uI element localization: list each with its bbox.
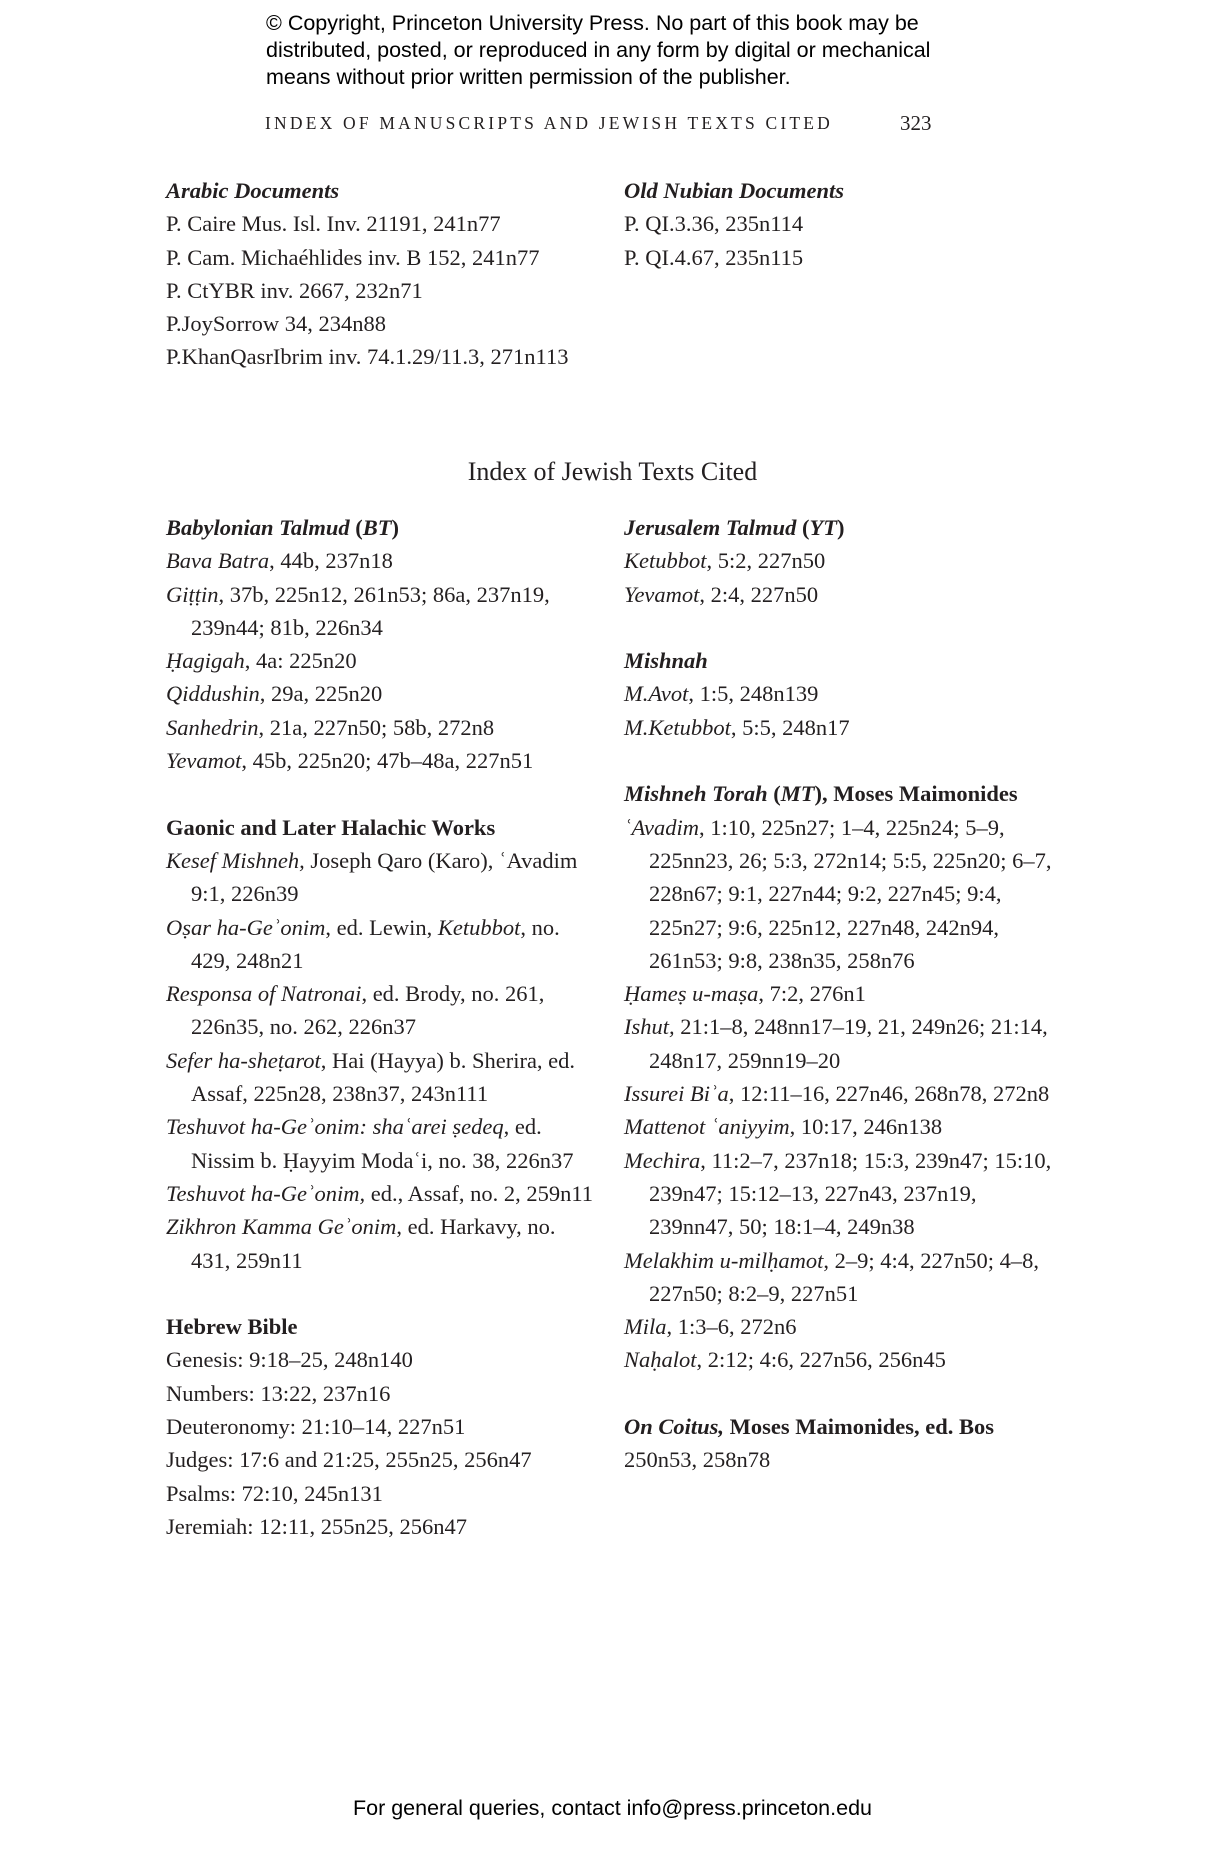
copyright-line: © Copyright, Princeton University Press. No part of this book may be (266, 11, 919, 35)
arabic-documents-section (166, 174, 596, 374)
index-entry: Ḥagigah, 4a: 225n20 (166, 648, 357, 674)
index-entry: Psalms: 72:10, 245n131 (166, 1480, 383, 1506)
index-entry: P. QI.4.67, 235n115 (624, 244, 804, 270)
index-entry: Genesis: 9:18–25, 248n140 (166, 1347, 413, 1373)
section-heading: Jerusalem Talmud (YT) (624, 515, 845, 540)
section-heading: Babylonian Talmud (BT) (166, 515, 399, 540)
section-heading: Old Nubian Documents (624, 178, 845, 203)
index-entry: Yevamot, 2:4, 227n50 (624, 581, 819, 607)
index-entry: Ḥameṣ u-maṣa, 7:2, 276n1 (624, 981, 866, 1007)
section-title: Index of Jewish Texts Cited (467, 457, 758, 486)
page-number: 323 (900, 111, 932, 135)
index-entry: Deuteronomy: 21:10–14, 227n51 (166, 1414, 466, 1440)
index-entry: Zikhron Kamma Geʾonim, ed. Harkavy, no. 431, 259n11 (166, 1214, 556, 1273)
index-entry: ʿAvadim, 1:10, 225n27; 1–4, 225n24; 5–9, 225nn23, 26; 5:3, 272n14; 5:5, 225n20; 6–7, 228n67; 9:1, 227n44; 9:2, 227n45; 9:4, 225n27; 9:6, 225n12, 227n48, 242n94, 261n53; 9:8, 238n35, 258n76 (624, 814, 1052, 973)
index-entry: Judges: 17:6 and 21:25, 255n25, 256n47 (166, 1447, 532, 1473)
footer-contact: For general queries, contact info@press.princeton.edu (352, 1796, 872, 1820)
section-heading: On Coitus, Moses Maimonides, ed. Bos (624, 1414, 995, 1440)
index-entry: P. Caire Mus. Isl. Inv. 21191, 241n77 (166, 211, 501, 237)
index-entry: Numbers: 13:22, 237n16 (166, 1380, 391, 1406)
section-heading: Mishneh Torah (MT), Moses Maimonides (624, 781, 1018, 807)
old-nubian-documents-section (624, 174, 1054, 274)
index-entry: Mila, 1:3–6, 272n6 (624, 1314, 797, 1340)
right-column (624, 511, 1054, 1477)
copyright-notice (266, 10, 1026, 91)
index-entry: Oṣar ha-Geʾonim, ed. Lewin, Ketubbot, no. 429, 248n21 (166, 914, 560, 973)
index-entry: Naḥalot, 2:12; 4:6, 227n56, 256n45 (624, 1347, 946, 1373)
index-entry: Issurei Biʾa, 12:11–16, 227n46, 268n78, 272n8 (624, 1081, 1050, 1107)
index-entry: M.Avot, 1:5, 248n139 (624, 681, 819, 707)
index-entry: Sanhedrin, 21a, 227n50; 58b, 272n8 (166, 714, 495, 740)
index-entry: Responsa of Natronai, ed. Brody, no. 261, 226n35, no. 262, 226n37 (166, 981, 545, 1040)
index-entry: P.KhanQasrIbrim inv. 74.1.29/11.3, 271n113 (166, 344, 569, 370)
index-entry: Giṭṭin, 37b, 225n12, 261n53; 86a, 237n19, 239n44; 81b, 226n34 (166, 581, 550, 640)
index-entry: Qiddushin, 29a, 225n20 (166, 681, 383, 707)
copyright-line: means without prior written permission of the publisher. (266, 65, 791, 89)
index-entry: Sefer ha-sheṭarot, Hai (Hayya) b. Sherira, ed. Assaf, 225n28, 238n37, 243n111 (166, 1047, 576, 1107)
section-heading: Gaonic and Later Halachic Works (166, 814, 496, 840)
index-entry: P.JoySorrow 34, 234n88 (166, 311, 387, 337)
copyright-line: distributed, posted, or reproduced in any form by digital or mechanical (266, 38, 931, 62)
index-entry: Melakhim u-milḥamot, 2–9; 4:4, 227n50; 4–8, 227n50; 8:2–9, 227n51 (624, 1247, 1039, 1306)
index-entry: Yevamot, 45b, 225n20; 47b–48a, 227n51 (166, 748, 534, 774)
running-head: INDEX OF MANUSCRIPTS AND JEWISH TEXTS CITED (265, 113, 833, 133)
index-entry: Teshuvot ha-Geʾonim: shaʿarei ṣedeq, ed. Nissim b. Ḥayyim Modaʿi, no. 38, 226n37 (166, 1114, 574, 1173)
index-entry: Teshuvot ha-Geʾonim, ed., Assaf, no. 2, 259n11 (166, 1180, 594, 1206)
index-entry: Mattenot ʿaniyyim, 10:17, 246n138 (624, 1114, 943, 1140)
index-entry: Kesef Mishneh, Joseph Qaro (Karo), ʿAvadim 9:1, 226n39 (166, 847, 578, 907)
index-entry: Ishut, 21:1–8, 248nn17–19, 21, 249n26; 21:14, 248n17, 259nn19–20 (624, 1014, 1048, 1073)
section-heading: Mishnah (624, 648, 708, 674)
index-entry: P. Cam. Michaéhlides inv. B 152, 241n77 (166, 244, 540, 270)
index-entry: Jeremiah: 12:11, 255n25, 256n47 (166, 1513, 468, 1539)
index-entry: P. QI.3.36, 235n114 (624, 211, 804, 237)
index-entry: Bava Batra, 44b, 237n18 (166, 548, 393, 574)
index-entry: 250n53, 258n78 (624, 1447, 771, 1473)
index-entry: Mechira, 11:2–7, 237n18; 15:3, 239n47; 15:10, 239n47; 15:12–13, 227n43, 237n19, 239nn47, 50; 18:1–4, 249n38 (624, 1147, 1052, 1240)
section-heading: Hebrew Bible (166, 1314, 298, 1340)
left-column (166, 511, 596, 1543)
section-heading: Arabic Documents (166, 178, 340, 203)
index-entry: M.Ketubbot, 5:5, 248n17 (624, 714, 850, 740)
index-entry: Ketubbot, 5:2, 227n50 (624, 548, 826, 574)
index-entry: P. CtYBR inv. 2667, 232n71 (166, 277, 423, 303)
